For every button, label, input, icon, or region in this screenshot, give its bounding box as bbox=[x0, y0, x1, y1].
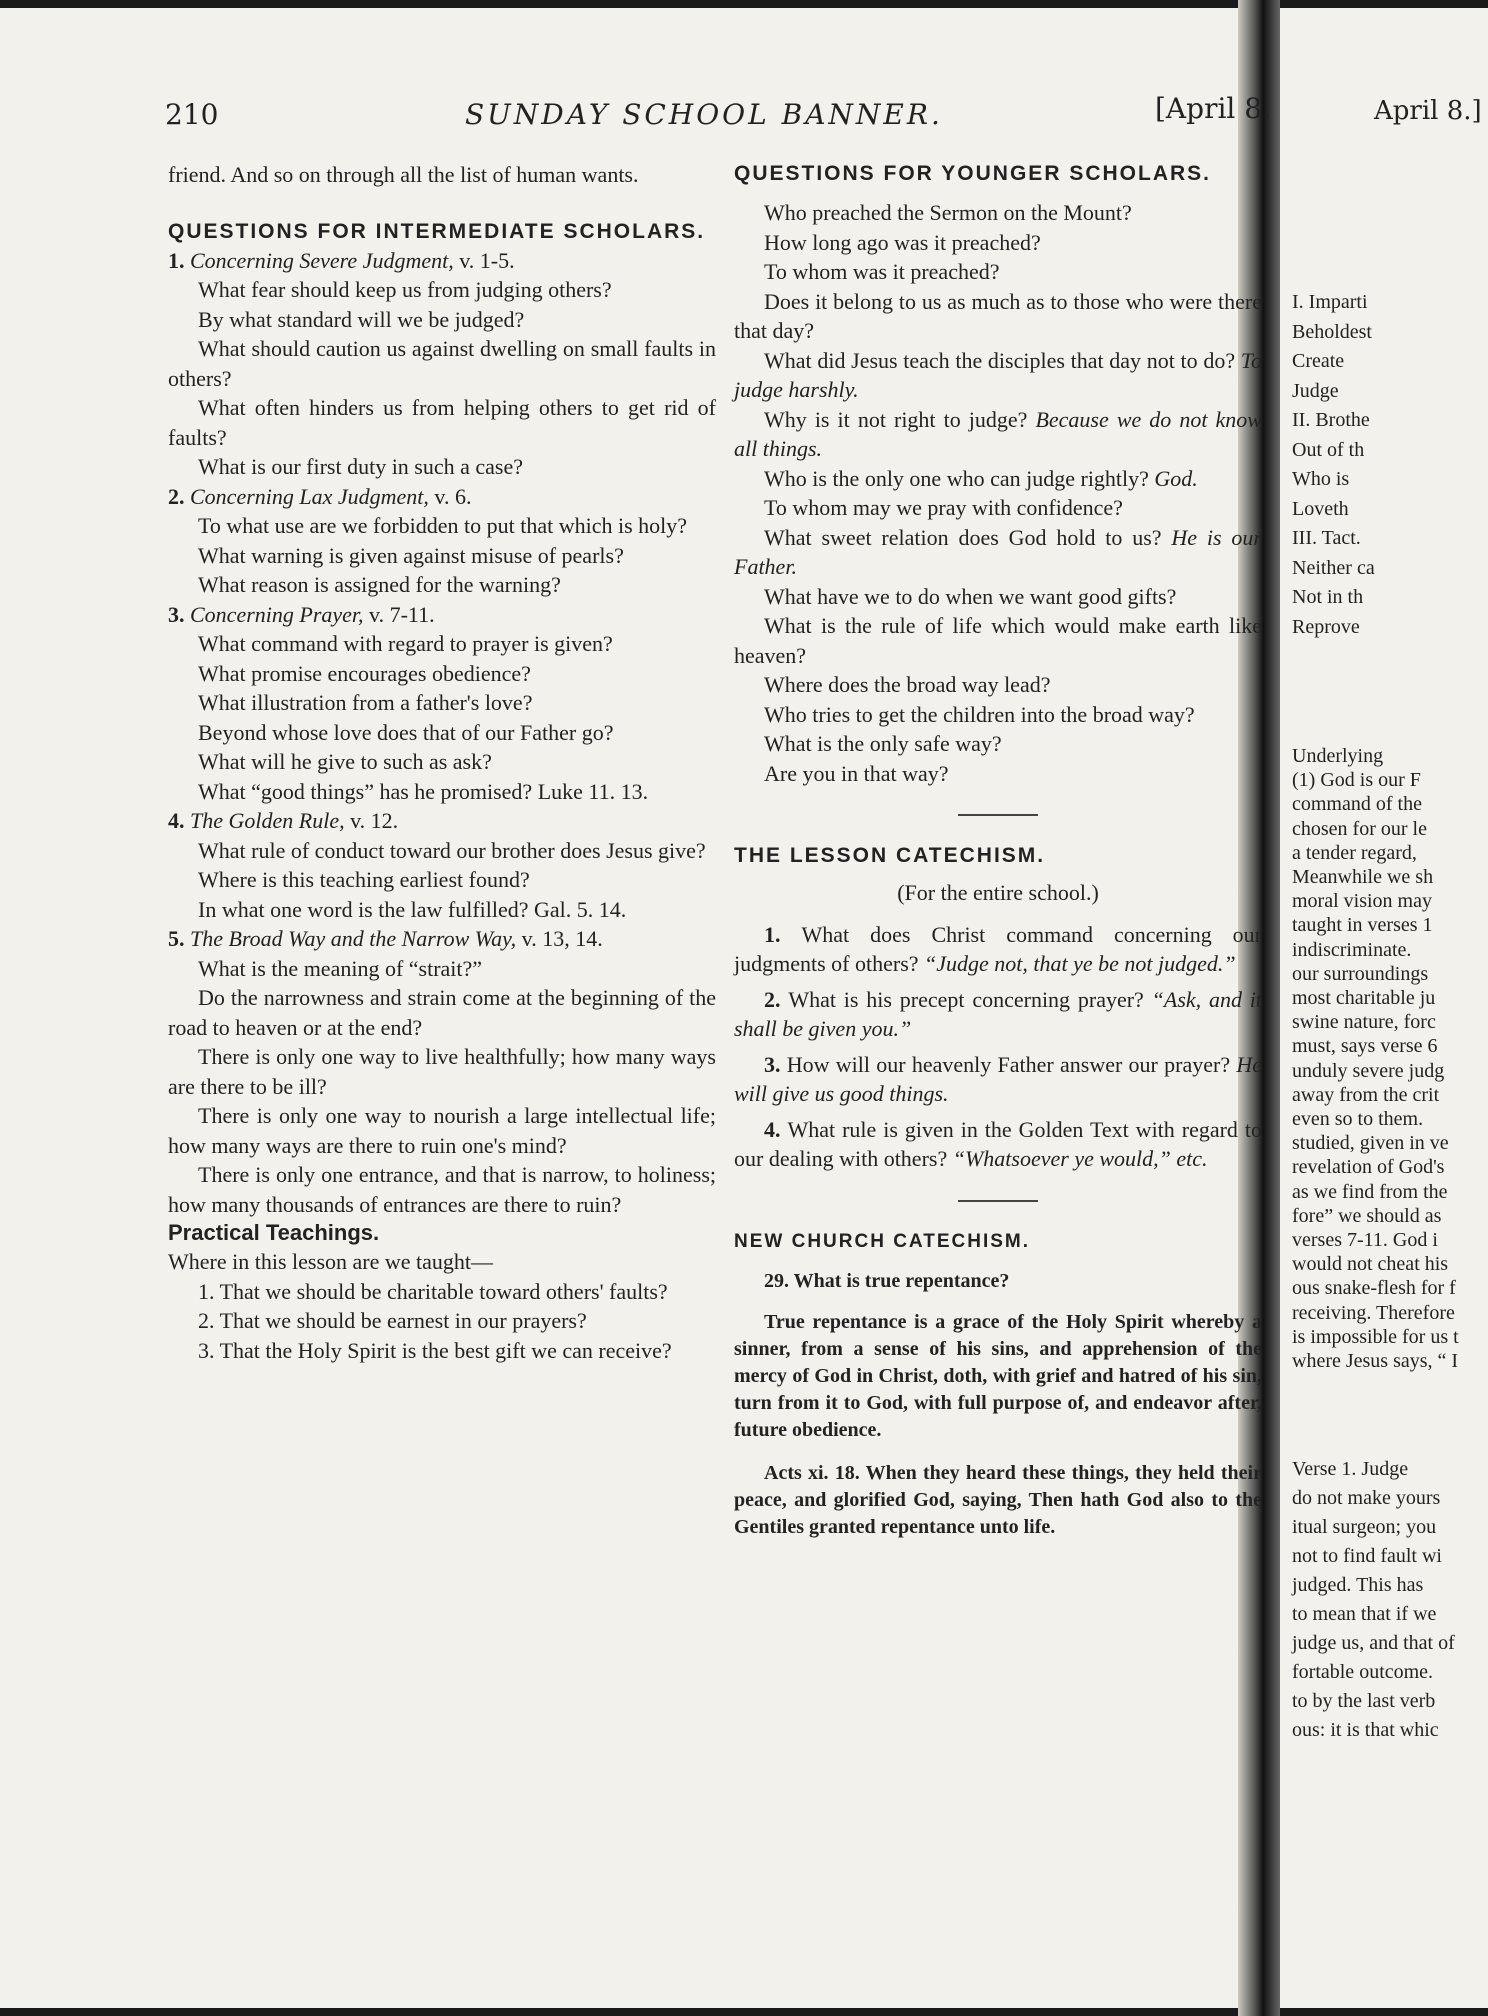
body-fragment: must, says verse 6 bbox=[1292, 1035, 1438, 1058]
catechism-number: 3. bbox=[764, 1051, 787, 1077]
section-number: 5. bbox=[168, 926, 190, 951]
question-item: What command with regard to prayer is given? bbox=[198, 631, 613, 656]
question-item: What reason is assigned for the warning? bbox=[198, 572, 561, 597]
question-item bbox=[734, 611, 1262, 670]
outline-fragment: Create bbox=[1292, 350, 1345, 372]
verse-fragment: do not make yours bbox=[1292, 1487, 1441, 1509]
divider-rule bbox=[958, 814, 1038, 816]
outline-fragment: Judge bbox=[1292, 379, 1339, 402]
verse-fragment: judged. This has bbox=[1292, 1574, 1424, 1596]
header-date: [April 8. bbox=[1155, 92, 1271, 125]
question-text: How long ago was it preached? bbox=[764, 229, 1041, 255]
younger-heading: QUESTIONS FOR YOUNGER SCHOLARS. bbox=[734, 162, 1211, 185]
catechism-item bbox=[734, 985, 1262, 1044]
body-fragment: verses 7-11. God i bbox=[1292, 1229, 1438, 1251]
question-item bbox=[734, 257, 1262, 287]
body-fragment: would not cheat his bbox=[1292, 1253, 1449, 1276]
catechism-question: What does Christ command concerning our judgments of others? bbox=[734, 921, 1263, 976]
question-item: What should caution us against dwelling on small faults in others? bbox=[168, 336, 716, 391]
middle-column bbox=[734, 160, 1262, 1541]
practical-item: 2. That we should be earnest in our prayers? bbox=[198, 1308, 587, 1333]
question-text: Who is the only one who can judge rightly? bbox=[764, 465, 1155, 491]
body-fragment: Meanwhile we sh bbox=[1292, 866, 1434, 888]
body-fragment: is impossible for us t bbox=[1292, 1325, 1459, 1348]
question-item bbox=[734, 228, 1262, 258]
question-item: To what use are we forbidden to put that which is holy? bbox=[198, 513, 688, 538]
catechism-subheading: (For the entire school.) bbox=[897, 880, 1099, 905]
body-fragment: our surroundings bbox=[1292, 962, 1429, 985]
section-title bbox=[168, 600, 716, 630]
practical-item: 1. That we should be charitable toward others' faults? bbox=[198, 1278, 668, 1304]
section-topic: Concerning Lax Judgment, bbox=[190, 483, 435, 509]
question-item: There is only one way to nourish a large intellectual life; how many ways are there to ruin one's mind? bbox=[168, 1103, 716, 1158]
section-title bbox=[168, 246, 716, 276]
question-item bbox=[734, 405, 1262, 464]
body-fragment: a tender regard, bbox=[1292, 841, 1417, 864]
section-title bbox=[168, 806, 716, 836]
catechism-answer: “Whatsoever ye would,” etc. bbox=[952, 1146, 1208, 1171]
question-item bbox=[734, 759, 1262, 789]
section-topic: Concerning Severe Judgment, bbox=[190, 247, 460, 273]
question-item: What is our first duty in such a case? bbox=[198, 454, 524, 479]
section-number: 1. bbox=[168, 247, 190, 273]
section-verse-ref: v. 6. bbox=[434, 483, 472, 509]
body-fragment: away from the crit bbox=[1292, 1083, 1440, 1106]
running-title: SUNDAY SCHOOL BANNER. bbox=[465, 98, 943, 131]
question-item: What promise encourages obedience? bbox=[198, 660, 531, 686]
body-fragment: receiving. Therefore bbox=[1292, 1301, 1455, 1324]
question-text: What is the rule of life which would make earth like heaven? bbox=[734, 613, 1262, 668]
section-verse-ref: v. 12. bbox=[350, 808, 399, 833]
body-fragment: command of the bbox=[1292, 793, 1422, 816]
section-verse-ref: v. 7-11. bbox=[369, 601, 435, 627]
question-text: To whom was it preached? bbox=[764, 259, 1000, 284]
verse-fragment: to mean that if we bbox=[1292, 1603, 1437, 1625]
catechism-item bbox=[734, 920, 1262, 979]
catechism-question: What is his precept concerning prayer? bbox=[788, 986, 1152, 1012]
body-fragment: revelation of God's bbox=[1292, 1156, 1445, 1179]
practical-heading: Practical Teachings. bbox=[168, 1220, 380, 1245]
body-fragment: chosen for our le bbox=[1292, 817, 1427, 840]
body-fragment: Underlying bbox=[1292, 745, 1384, 767]
question-item: There is only one entrance, and that is narrow, to holiness; how many thousands of entrances are there to ruin? bbox=[168, 1162, 716, 1217]
new-church-question: 29. What is true repentance? bbox=[764, 1269, 1010, 1292]
catechism-item bbox=[734, 1115, 1262, 1174]
catechism-question: How will our heavenly Father answer our prayer? bbox=[786, 1051, 1237, 1077]
question-item bbox=[734, 700, 1262, 730]
outline-fragment: Who is bbox=[1292, 468, 1350, 490]
question-item bbox=[734, 523, 1262, 582]
body-fragment: indiscriminate. bbox=[1292, 938, 1412, 961]
answer-text: He is our Father. bbox=[734, 524, 1262, 579]
body-fragment: taught in verses 1 bbox=[1292, 914, 1433, 937]
question-text: To whom may we pray with confidence? bbox=[764, 495, 1123, 520]
practical-item: 3. That the Holy Spirit is the best gift we can receive? bbox=[198, 1337, 672, 1363]
body-fragment: unduly severe judg bbox=[1292, 1059, 1445, 1082]
question-text: Where does the broad way lead? bbox=[764, 672, 1051, 697]
new-church-answer: True repentance is a grace of the Holy Spirit whereby a sinner, from a sense of his sins, and apprehension of the mercy of God in Christ, doth, with grief and hatred of his sin, turn from it to God, with full purpose of, and endeavor after, future obedience. bbox=[734, 1310, 1262, 1441]
question-item bbox=[734, 346, 1262, 405]
question-item: Beyond whose love does that of our Father go? bbox=[198, 719, 614, 745]
catechism-answer: “Ask, and it shall be given you.” bbox=[734, 986, 1263, 1041]
body-fragment: swine nature, forc bbox=[1292, 1011, 1436, 1034]
question-item: What fear should keep us from judging others? bbox=[198, 277, 612, 302]
catechism-answer: “Judge not, that ye be not judged.” bbox=[924, 951, 1236, 976]
catechism-heading: THE LESSON CATECHISM. bbox=[734, 844, 1046, 867]
question-item bbox=[734, 493, 1262, 523]
body-fragment: most charitable ju bbox=[1292, 987, 1436, 1009]
catechism-item bbox=[734, 1050, 1262, 1109]
new-church-scripture: Acts xi. 18. When they heard these things, they held their peace, and glorified God, saying, Then hath God also to the Gentiles granted repentance unto life. bbox=[734, 1461, 1262, 1538]
question-item: What often hinders us from helping others to get rid of faults? bbox=[168, 395, 716, 450]
section-title bbox=[168, 924, 716, 954]
outline-fragment: II. Brothe bbox=[1292, 409, 1370, 431]
question-item bbox=[734, 287, 1262, 346]
question-text: What is the only safe way? bbox=[764, 731, 1002, 756]
intermediate-heading: QUESTIONS FOR INTERMEDIATE SCHOLARS. bbox=[168, 219, 706, 243]
catechism-question: What rule is given in the Golden Text with regard to our dealing with others? bbox=[734, 1116, 1263, 1171]
question-text: Are you in that way? bbox=[764, 760, 949, 786]
section-number: 3. bbox=[168, 601, 190, 627]
question-item: What illustration from a father's love? bbox=[198, 690, 533, 715]
question-item: What will he give to such as ask? bbox=[198, 749, 492, 774]
catechism-number: 4. bbox=[764, 1116, 788, 1142]
question-text: What have we to do when we want good gifts? bbox=[764, 583, 1177, 609]
page-header bbox=[165, 92, 1275, 138]
practical-intro: Where in this lesson are we taught— bbox=[168, 1249, 494, 1274]
section-topic: The Golden Rule, bbox=[190, 808, 351, 833]
question-item bbox=[734, 670, 1262, 700]
divider-rule bbox=[958, 1200, 1038, 1202]
body-fragment: ous snake-flesh for f bbox=[1292, 1277, 1456, 1300]
question-item bbox=[734, 198, 1262, 228]
verse-fragment: itual surgeon; you bbox=[1292, 1516, 1437, 1538]
verse-fragment: not to find fault wi bbox=[1292, 1545, 1442, 1567]
outline-fragment: Neither ca bbox=[1292, 556, 1375, 579]
catechism-answer: He will give us good things. bbox=[734, 1051, 1263, 1106]
catechism-number: 1. bbox=[764, 921, 802, 947]
section-verse-ref: v. 1-5. bbox=[459, 247, 515, 273]
answer-text: Because we do not know all things. bbox=[734, 406, 1262, 461]
question-text: What did Jesus teach the disciples that day not to do? bbox=[764, 347, 1241, 373]
body-fragment: where Jesus says, “ I bbox=[1292, 1350, 1459, 1372]
body-fragment: moral vision may bbox=[1292, 890, 1432, 913]
verse-fragment: Verse 1. Judge bbox=[1292, 1458, 1409, 1480]
question-text: Who preached the Sermon on the Mount? bbox=[764, 200, 1132, 225]
catechism-number: 2. bbox=[764, 986, 789, 1012]
outline-fragment: III. Tact. bbox=[1292, 527, 1361, 549]
question-item: What rule of conduct toward our brother does Jesus give? bbox=[198, 837, 706, 863]
section-verse-ref: v. 13, 14. bbox=[521, 926, 603, 951]
body-fragment: as we find from the bbox=[1292, 1180, 1448, 1203]
answer-text: God. bbox=[1154, 465, 1198, 491]
question-text: Why is it not right to judge? bbox=[764, 406, 1036, 432]
outline-fragment: Loveth bbox=[1292, 497, 1349, 520]
answer-text: To judge harshly. bbox=[734, 347, 1262, 402]
section-topic: Concerning Prayer, bbox=[190, 601, 370, 627]
question-item: What “good things” has he promised? Luke 11. 13. bbox=[198, 778, 649, 804]
question-item: What warning is given against misuse of pearls? bbox=[198, 542, 624, 568]
section-number: 2. bbox=[168, 483, 190, 509]
verse-fragment: to by the last verb bbox=[1292, 1690, 1436, 1712]
outline-fragment: Beholdest bbox=[1292, 320, 1372, 343]
question-text: Who tries to get the children into the broad way? bbox=[764, 701, 1195, 727]
question-item: By what standard will we be judged? bbox=[198, 306, 525, 332]
body-fragment: fore” we should as bbox=[1292, 1204, 1442, 1227]
outline-fragment: Out of th bbox=[1292, 438, 1365, 461]
question-item: What is the meaning of “strait?” bbox=[198, 955, 483, 981]
section-topic: The Broad Way and the Narrow Way, bbox=[190, 926, 522, 951]
outline-fragment: I. Imparti bbox=[1292, 291, 1368, 313]
page-number: 210 bbox=[165, 98, 219, 131]
question-text: Does it belong to us as much as to those who were there that day? bbox=[734, 288, 1262, 343]
right-page-header: April 8.] bbox=[1374, 96, 1482, 126]
body-fragment: even so to them. bbox=[1292, 1108, 1424, 1130]
body-fragment: (1) God is our F bbox=[1292, 769, 1421, 792]
question-item: Do the narrowness and strain come at the beginning of the road to heaven or at the end? bbox=[168, 985, 716, 1040]
question-text: What sweet relation does God hold to us? bbox=[764, 524, 1172, 550]
outline-fragment: Not in th bbox=[1292, 586, 1364, 608]
question-item: Where is this teaching earliest found? bbox=[198, 867, 530, 892]
intro-text: friend. And so on through all the list of human wants. bbox=[168, 162, 639, 187]
new-church-heading: NEW CHURCH CATECHISM. bbox=[734, 1230, 1031, 1252]
section-number: 4. bbox=[168, 808, 190, 833]
verse-fragment: fortable outcome. bbox=[1292, 1661, 1434, 1683]
question-item: There is only one way to live healthfully; how many ways are there to be ill? bbox=[168, 1044, 716, 1099]
verse-fragment: ous: it is that whic bbox=[1292, 1719, 1439, 1741]
section-title bbox=[168, 482, 716, 512]
left-column bbox=[168, 160, 716, 1365]
question-item bbox=[734, 582, 1262, 612]
verse-fragment: judge us, and that of bbox=[1292, 1632, 1455, 1654]
question-item bbox=[734, 729, 1262, 759]
question-item bbox=[734, 464, 1262, 494]
body-fragment: studied, given in ve bbox=[1292, 1132, 1449, 1155]
question-item: In what one word is the law fulfilled? Gal. 5. 14. bbox=[198, 896, 627, 922]
outline-fragment: Reprove bbox=[1292, 615, 1360, 638]
